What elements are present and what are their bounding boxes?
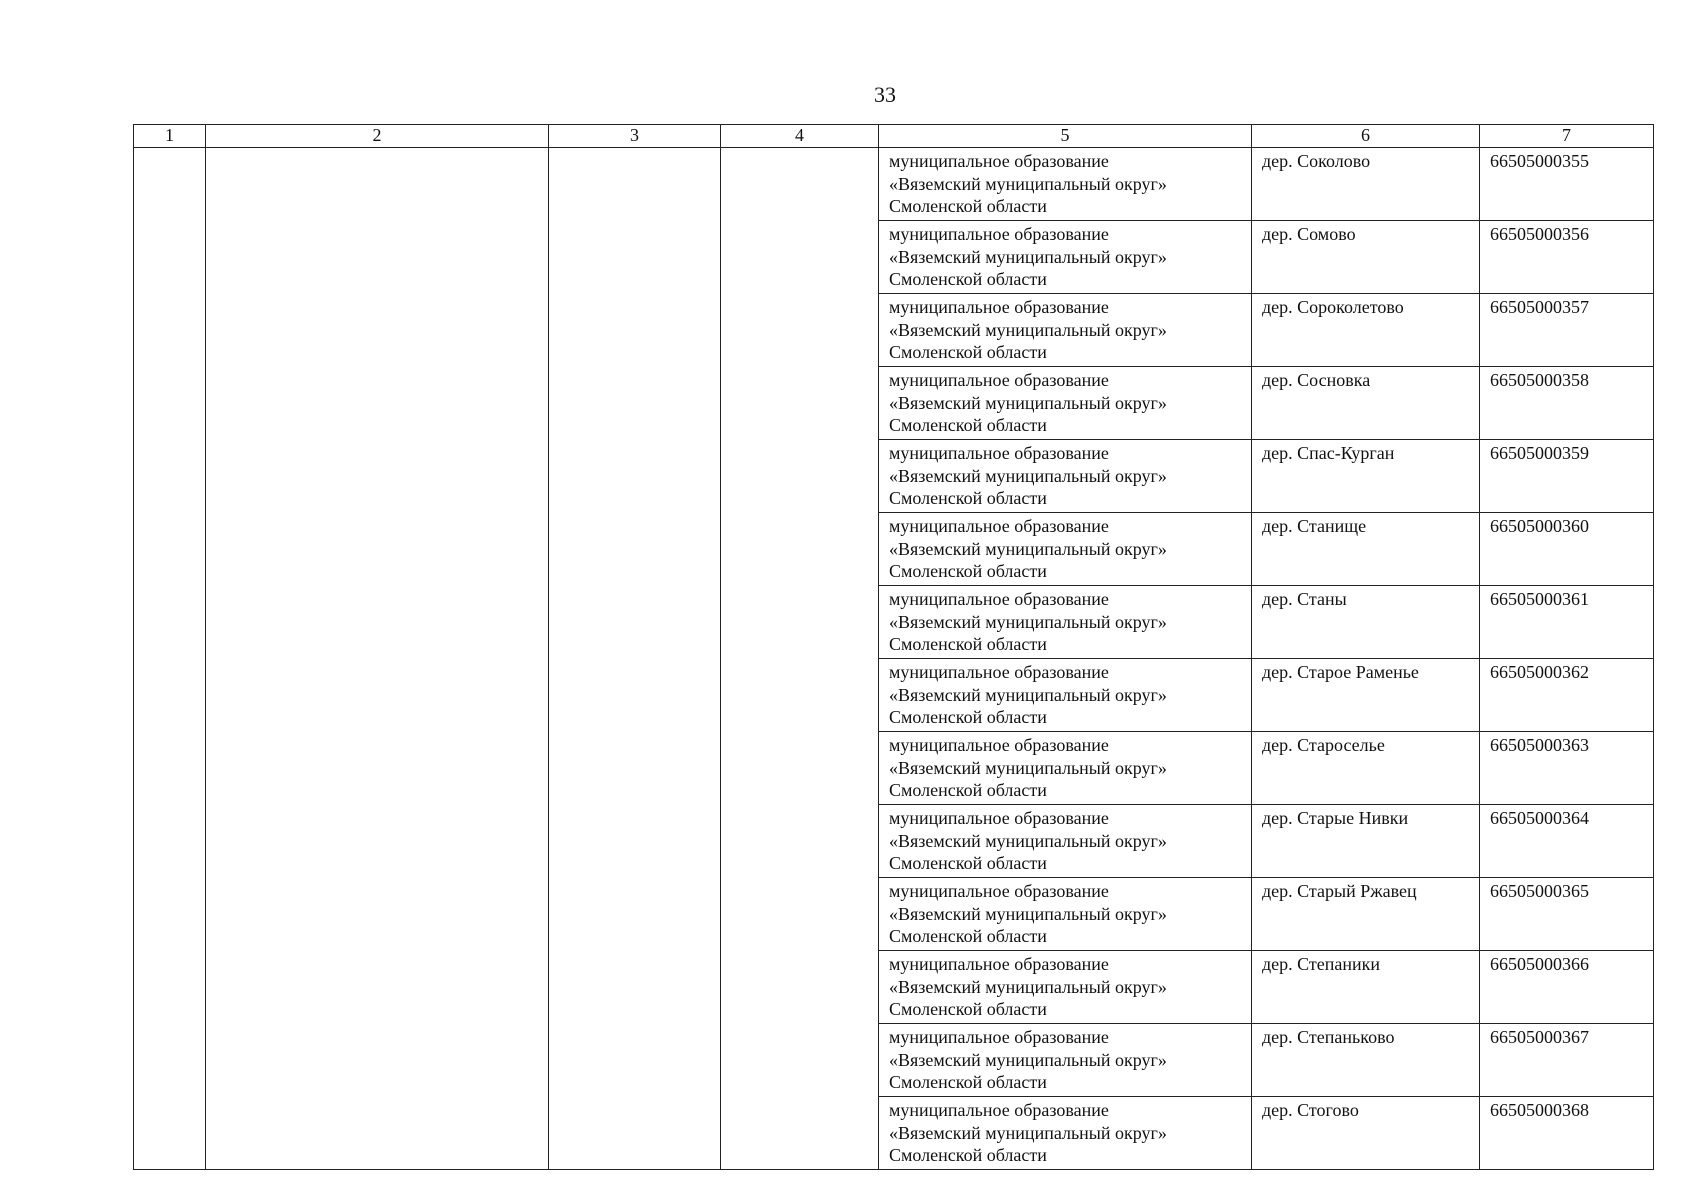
column-header: 6 [1252, 125, 1480, 148]
municipality-line: Смоленской области [889, 634, 1047, 654]
oktmo-code-cell: 66505000364 [1480, 805, 1654, 878]
municipality-line: «Вяземский муниципальный округ» [889, 1049, 1167, 1070]
municipality-line: муниципальное образование [889, 370, 1109, 390]
settlement-name-cell: дер. Сомово [1252, 221, 1480, 294]
municipality-line: Смоленской области [889, 561, 1047, 581]
municipality-line: муниципальное образование [889, 516, 1109, 536]
municipality-cell [879, 294, 1252, 367]
settlement-name-cell: дер. Старое Раменье [1252, 659, 1480, 732]
oktmo-code-cell: 66505000368 [1480, 1097, 1654, 1170]
municipality-line: Смоленской области [889, 780, 1047, 800]
municipality-cell [879, 732, 1252, 805]
settlement-name-cell: дер. Степаники [1252, 951, 1480, 1024]
municipality-line: «Вяземский муниципальный округ» [889, 1122, 1167, 1143]
municipality-line: Смоленской области [889, 707, 1047, 727]
oktmo-code-cell: 66505000366 [1480, 951, 1654, 1024]
municipality-cell [879, 586, 1252, 659]
municipality-line: муниципальное образование [889, 881, 1109, 901]
municipality-line: «Вяземский муниципальный округ» [889, 392, 1167, 413]
municipality-line: Смоленской области [889, 415, 1047, 435]
municipality-line: «Вяземский муниципальный округ» [889, 757, 1167, 778]
municipality-line: «Вяземский муниципальный округ» [889, 246, 1167, 267]
municipality-line: Смоленской области [889, 196, 1047, 216]
oktmo-code-cell: 66505000365 [1480, 878, 1654, 951]
municipality-cell [879, 878, 1252, 951]
page-number: 33 [874, 82, 896, 107]
municipality-line: «Вяземский муниципальный округ» [889, 830, 1167, 851]
municipality-line: «Вяземский муниципальный округ» [889, 319, 1167, 340]
municipality-cell [879, 805, 1252, 878]
municipality-line: «Вяземский муниципальный округ» [889, 465, 1167, 486]
municipality-cell [879, 659, 1252, 732]
municipality-line: муниципальное образование [889, 1027, 1109, 1047]
municipality-cell [879, 148, 1252, 221]
oktmo-code-cell: 66505000361 [1480, 586, 1654, 659]
empty-merged-cell [721, 148, 879, 1170]
settlement-name-cell: дер. Старый Ржавец [1252, 878, 1480, 951]
municipality-cell [879, 951, 1252, 1024]
oktmo-code-cell: 66505000359 [1480, 440, 1654, 513]
municipality-line: Смоленской области [889, 488, 1047, 508]
municipality-cell [879, 440, 1252, 513]
municipality-line: муниципальное образование [889, 662, 1109, 682]
municipality-cell [879, 513, 1252, 586]
municipality-line: муниципальное образование [889, 1100, 1109, 1120]
oktmo-code-cell: 66505000360 [1480, 513, 1654, 586]
oktmo-code-cell: 66505000367 [1480, 1024, 1654, 1097]
municipality-line: «Вяземский муниципальный округ» [889, 903, 1167, 924]
oktmo-code-cell: 66505000362 [1480, 659, 1654, 732]
column-header: 1 [134, 125, 206, 148]
municipality-line: Смоленской области [889, 853, 1047, 873]
column-number-row [134, 125, 1654, 148]
settlement-name-cell: дер. Сосновка [1252, 367, 1480, 440]
settlement-name-cell: дер. Станище [1252, 513, 1480, 586]
column-header: 2 [206, 125, 549, 148]
municipality-cell [879, 367, 1252, 440]
municipality-line: муниципальное образование [889, 297, 1109, 317]
oktmo-code-cell: 66505000363 [1480, 732, 1654, 805]
municipality-cell [879, 1024, 1252, 1097]
oktmo-code-cell: 66505000358 [1480, 367, 1654, 440]
oktmo-code-cell: 66505000355 [1480, 148, 1654, 221]
settlement-name-cell: дер. Степаньково [1252, 1024, 1480, 1097]
settlement-name-cell: дер. Староселье [1252, 732, 1480, 805]
municipality-line: «Вяземский муниципальный округ» [889, 976, 1167, 997]
column-header: 4 [721, 125, 879, 148]
settlement-name-cell: дер. Соколово [1252, 148, 1480, 221]
empty-merged-cell [134, 148, 206, 1170]
oktmo-code-cell: 66505000356 [1480, 221, 1654, 294]
municipality-line: «Вяземский муниципальный округ» [889, 173, 1167, 194]
municipality-line: муниципальное образование [889, 443, 1109, 463]
settlement-table [133, 124, 1654, 1170]
municipality-line: Смоленской области [889, 999, 1047, 1019]
municipality-line: муниципальное образование [889, 589, 1109, 609]
municipality-line: «Вяземский муниципальный округ» [889, 611, 1167, 632]
settlement-name-cell: дер. Станы [1252, 586, 1480, 659]
settlement-name-cell: дер. Старые Нивки [1252, 805, 1480, 878]
oktmo-code-cell: 66505000357 [1480, 294, 1654, 367]
municipality-cell [879, 1097, 1252, 1170]
municipality-line: Смоленской области [889, 1145, 1047, 1165]
empty-merged-cell [549, 148, 721, 1170]
municipality-line: муниципальное образование [889, 735, 1109, 755]
municipality-line: Смоленской области [889, 269, 1047, 289]
column-header: 5 [879, 125, 1252, 148]
empty-merged-cell [206, 148, 549, 1170]
table-body [134, 148, 1654, 1170]
settlement-name-cell: дер. Сороколетово [1252, 294, 1480, 367]
column-header: 3 [549, 125, 721, 148]
municipality-line: «Вяземский муниципальный округ» [889, 684, 1167, 705]
settlement-name-cell: дер. Стогово [1252, 1097, 1480, 1170]
settlement-name-cell: дер. Спас-Курган [1252, 440, 1480, 513]
municipality-line: Смоленской области [889, 926, 1047, 946]
table-row [134, 148, 1654, 221]
column-header: 7 [1480, 125, 1654, 148]
municipality-line: Смоленской области [889, 1072, 1047, 1092]
municipality-line: муниципальное образование [889, 224, 1109, 244]
municipality-cell [879, 221, 1252, 294]
municipality-line: «Вяземский муниципальный округ» [889, 538, 1167, 559]
municipality-line: муниципальное образование [889, 151, 1109, 171]
municipality-line: Смоленской области [889, 342, 1047, 362]
municipality-line: муниципальное образование [889, 808, 1109, 828]
municipality-line: муниципальное образование [889, 954, 1109, 974]
